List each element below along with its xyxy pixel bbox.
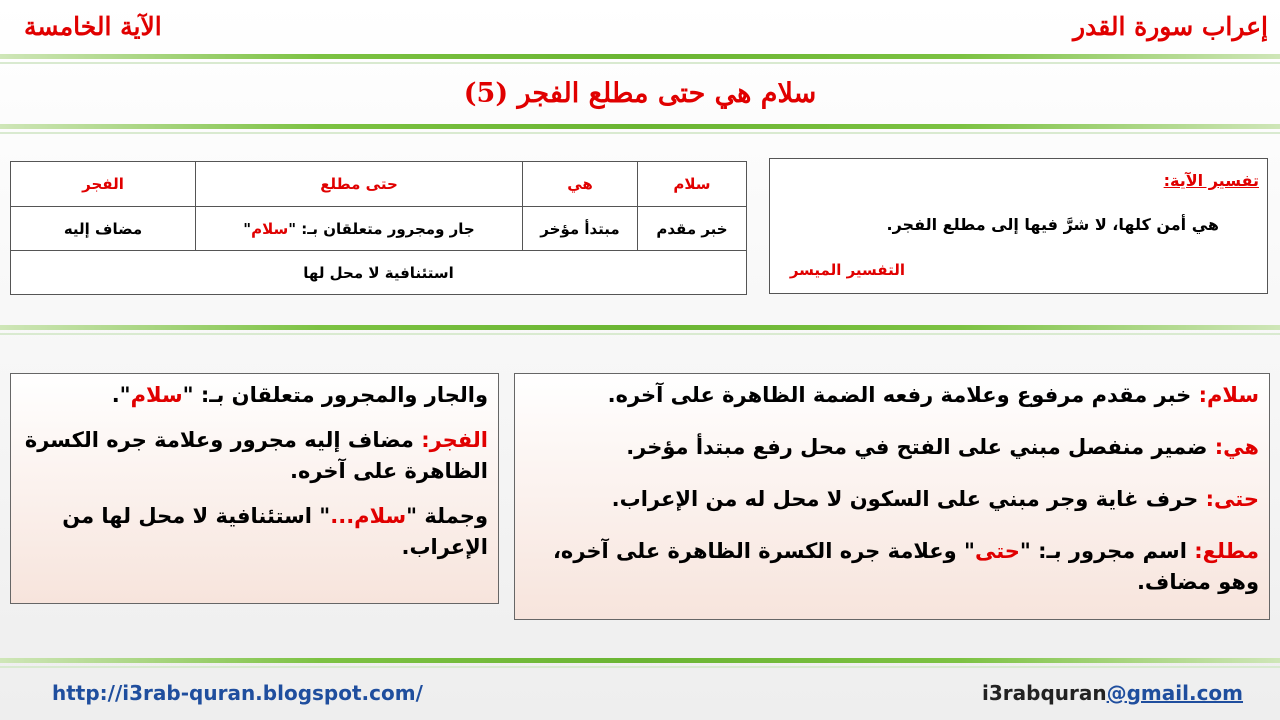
table-row	[11, 207, 747, 251]
divider-middle	[0, 325, 1280, 330]
cell-text: "	[243, 219, 252, 238]
analysis-entry	[525, 536, 1259, 598]
entry-word: سلام:	[1198, 383, 1259, 407]
table-header-cell: سلام	[638, 162, 747, 207]
table-row	[11, 251, 747, 295]
analysis-entry	[21, 501, 488, 563]
surah-title: إعراب سورة القدر	[1073, 12, 1268, 41]
cell-highlight: سلام	[251, 219, 289, 238]
entry-text: حرف غاية وجر مبني على السكون لا محل له من الإعراب.	[611, 487, 1206, 511]
table-header-cell: حتى مطلع	[196, 162, 523, 207]
ayah-number-title: الآية الخامسة	[24, 12, 162, 41]
irab-table	[10, 161, 747, 295]
entry-word: الفجر:	[421, 428, 488, 452]
analysis-box-left	[10, 373, 499, 604]
email-domain: @gmail.com	[1106, 681, 1244, 705]
table-header-cell: هي	[523, 162, 638, 207]
analysis-entry	[525, 380, 1259, 411]
analysis-entry	[21, 425, 488, 487]
email-link[interactable]	[982, 681, 1243, 705]
divider-bottom-thin	[0, 666, 1280, 668]
entry-highlight: سلام...	[330, 504, 407, 528]
divider-middle-thin	[0, 333, 1280, 335]
table-cell: خبر مقدم	[638, 207, 747, 251]
entry-highlight: حتى	[974, 539, 1020, 563]
table-header-cell: الفجر	[11, 162, 196, 207]
entry-text: خبر مقدم مرفوع وعلامة رفعه الضمة الظاهرة على آخره.	[607, 383, 1199, 407]
entry-word: مطلع:	[1194, 539, 1259, 563]
entry-text: " وعلامة جره الكسرة الظاهرة على آخره، وهو مضاف.	[552, 539, 1259, 594]
divider-top	[0, 54, 1280, 59]
tafsir-text: هي أمن كلها، لا شرَّ فيها إلى مطلع الفجر.	[886, 215, 1219, 234]
entry-text: ضمير منفصل مبني على الفتح في محل رفع مبتدأ مؤخر.	[626, 435, 1215, 459]
analysis-entry	[525, 484, 1259, 515]
entry-word: حتى:	[1205, 487, 1259, 511]
table-cell: مضاف إليه	[11, 207, 196, 251]
entry-text: اسم مجرور بـ: "	[1019, 539, 1195, 563]
entry-text: والجار والمجرور متعلقان بـ: "	[182, 383, 488, 407]
analysis-entry	[21, 380, 488, 411]
verse-text: سلام هي حتى مطلع الفجر (5)	[463, 78, 817, 109]
divider-bottom	[0, 658, 1280, 663]
entry-text: وجملة "	[406, 504, 488, 528]
table-cell: مبتدأ مؤخر	[523, 207, 638, 251]
tafsir-source: التفسير الميسر	[789, 261, 905, 279]
sentence-cell: استئنافية لا محل لها	[11, 251, 747, 295]
divider-top-thin	[0, 62, 1280, 64]
divider-verse	[0, 124, 1280, 129]
tafsir-label: تفسير الآية:	[1163, 171, 1259, 190]
entry-text: مضاف إليه مجرور وعلامة جره الكسرة الظاهرة على آخره.	[24, 428, 488, 483]
entry-text: " استئنافية لا محل لها من الإعراب.	[62, 504, 488, 559]
analysis-entry	[525, 432, 1259, 463]
blog-link[interactable]: http://i3rab-quran.blogspot.com/	[52, 681, 423, 705]
analysis-box-right	[514, 373, 1270, 620]
entry-highlight: سلام	[130, 383, 183, 407]
table-header-row	[11, 162, 747, 207]
email-user: i3rabquran	[982, 681, 1107, 705]
entry-text: ".	[111, 383, 131, 407]
table-cell	[196, 207, 523, 251]
divider-verse-thin	[0, 132, 1280, 134]
cell-text: جار ومجرور متعلقان بـ: "	[288, 219, 475, 238]
tafsir-box	[769, 158, 1268, 294]
entry-word: هي:	[1214, 435, 1259, 459]
